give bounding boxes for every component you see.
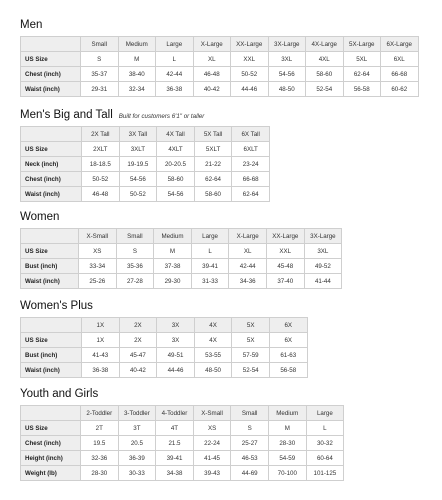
table-cell: 54-56 (268, 67, 306, 82)
table-cell: M (118, 52, 156, 67)
row-label: Chest (inch) (21, 436, 81, 451)
table-row (21, 451, 344, 466)
table-cell: S (81, 52, 119, 67)
table-cell: XS (193, 421, 231, 436)
table-cell: 6X (269, 333, 307, 348)
table-row (21, 436, 344, 451)
table-cell: XXL (266, 244, 304, 259)
table-cell: 25-27 (231, 436, 269, 451)
table-cell: 23-24 (232, 157, 270, 172)
table-cell: 37-38 (154, 259, 192, 274)
table-cell: XXL (231, 52, 269, 67)
table-cell: 36-38 (156, 82, 194, 97)
column-header: 5X Tall (194, 127, 232, 142)
table-cell: 66-68 (381, 67, 419, 82)
table-cell: 3X (157, 333, 195, 348)
table-cell: 2XLT (82, 142, 120, 157)
table-cell: 46-48 (82, 187, 120, 202)
table-row (21, 348, 308, 363)
table-cell: 32-34 (118, 82, 156, 97)
column-header: 3X-Large (304, 229, 342, 244)
column-header: X-Large (193, 37, 231, 52)
column-header: 5X-Large (343, 37, 381, 52)
column-header: 6X Tall (232, 127, 270, 142)
table-row (21, 259, 342, 274)
section-title-text: Women's Plus (20, 300, 93, 312)
table-cell: 21.5 (156, 436, 194, 451)
table-cell: 39-41 (191, 259, 229, 274)
table-cell: 54-56 (119, 172, 157, 187)
table-cell: L (191, 244, 229, 259)
table-row (21, 157, 270, 172)
section-note: Built for customers 6'1" or taller (118, 113, 205, 120)
table-cell: 6XLT (232, 142, 270, 157)
row-label: Bust (inch) (21, 259, 79, 274)
table-cell: 48-50 (194, 363, 232, 378)
column-header: 3X-Large (268, 37, 306, 52)
row-label: US Size (21, 142, 82, 157)
column-header: 2X Tall (82, 127, 120, 142)
header-corner-cell (21, 318, 82, 333)
table-cell: 37-40 (266, 274, 304, 289)
table-row (21, 244, 342, 259)
table-cell: 57-59 (232, 348, 270, 363)
header-corner-cell (21, 229, 79, 244)
section-title (20, 18, 419, 33)
table-cell: 41-43 (82, 348, 120, 363)
table-cell: 44-46 (231, 82, 269, 97)
row-label: US Size (21, 333, 82, 348)
table-cell: 35-36 (116, 259, 154, 274)
column-header: Large (306, 406, 344, 421)
youth-and-girls-section (20, 387, 344, 481)
row-label: Weight (lb) (21, 466, 81, 481)
table-row (21, 142, 270, 157)
table-row (21, 421, 344, 436)
table-cell: 41-45 (193, 451, 231, 466)
table-cell: 4X (194, 333, 232, 348)
table-row (21, 187, 270, 202)
table-cell: 50-52 (231, 67, 269, 82)
table-cell: 56-58 (269, 363, 307, 378)
table-cell: 5X (232, 333, 270, 348)
row-label: Waist (inch) (21, 274, 79, 289)
table-cell: XS (79, 244, 117, 259)
table-cell: 45-48 (266, 259, 304, 274)
table-cell: 20-20.5 (157, 157, 195, 172)
column-header: 2X (119, 318, 157, 333)
table-cell: 28-30 (81, 466, 119, 481)
column-header: 4X-Large (306, 37, 344, 52)
header-corner-cell (21, 127, 82, 142)
column-header: Large (191, 229, 229, 244)
table-cell: 21-22 (194, 157, 232, 172)
table-row (21, 82, 419, 97)
table-cell: 39-41 (156, 451, 194, 466)
table-cell: 4T (156, 421, 194, 436)
table-cell: 66-68 (232, 172, 270, 187)
table-cell: 45-47 (119, 348, 157, 363)
column-header: X-Small (193, 406, 231, 421)
table-row (21, 333, 308, 348)
table-cell: 35-37 (81, 67, 119, 82)
row-label: Chest (inch) (21, 67, 81, 82)
row-label: Waist (inch) (21, 363, 82, 378)
table-cell: 5XL (343, 52, 381, 67)
table-cell: 46-48 (193, 67, 231, 82)
column-header: 4X Tall (157, 127, 195, 142)
table-cell: 36-39 (118, 451, 156, 466)
section-title-text: Men (20, 19, 43, 31)
row-label: US Size (21, 52, 81, 67)
column-header: 5X (232, 318, 270, 333)
column-header: XX-Large (266, 229, 304, 244)
header-row (21, 406, 344, 421)
row-label: US Size (21, 421, 81, 436)
table-cell: 34-38 (156, 466, 194, 481)
column-header: Small (231, 406, 269, 421)
table-cell: 46-53 (231, 451, 269, 466)
size-table (20, 126, 270, 202)
table-cell: 25-26 (79, 274, 117, 289)
section-title (20, 387, 344, 402)
table-cell: 18-18.5 (82, 157, 120, 172)
table-cell: L (306, 421, 344, 436)
table-cell: XL (229, 244, 267, 259)
table-cell: 29-30 (154, 274, 192, 289)
column-header: Small (81, 37, 119, 52)
table-cell: 29-31 (81, 82, 119, 97)
table-cell: 40-42 (119, 363, 157, 378)
table-cell: XL (193, 52, 231, 67)
table-cell: 53-55 (194, 348, 232, 363)
table-cell: 31-33 (191, 274, 229, 289)
table-cell: 3T (118, 421, 156, 436)
section-title-text: Men's Big and Tall (20, 109, 113, 121)
table-cell: 44-69 (231, 466, 269, 481)
table-cell: 33-34 (79, 259, 117, 274)
size-table (20, 228, 342, 289)
table-cell: 42-44 (229, 259, 267, 274)
table-cell: 58-60 (306, 67, 344, 82)
column-header: Medium (118, 37, 156, 52)
table-cell: 2T (81, 421, 119, 436)
size-table (20, 36, 419, 97)
size-table (20, 405, 344, 481)
column-header: Large (156, 37, 194, 52)
table-cell: 40-42 (193, 82, 231, 97)
column-header: 3X (157, 318, 195, 333)
table-cell: 6XL (381, 52, 419, 67)
size-table (20, 317, 308, 378)
header-row (21, 229, 342, 244)
table-cell: 50-52 (119, 187, 157, 202)
table-cell: 2X (119, 333, 157, 348)
table-cell: 58-60 (157, 172, 195, 187)
table-cell: 28-30 (268, 436, 306, 451)
column-header: Medium (154, 229, 192, 244)
section-title (20, 299, 308, 314)
table-cell: 3XL (304, 244, 342, 259)
table-cell: 101-125 (306, 466, 344, 481)
column-header: X-Small (79, 229, 117, 244)
column-header: 3X Tall (119, 127, 157, 142)
section-title (20, 108, 270, 123)
column-header: XX-Large (231, 37, 269, 52)
table-cell: 54-59 (268, 451, 306, 466)
row-label: Bust (inch) (21, 348, 82, 363)
section-title-text: Youth and Girls (20, 388, 99, 400)
column-header: 6X-Large (381, 37, 419, 52)
table-cell: 4XLT (157, 142, 195, 157)
table-cell: 70-100 (268, 466, 306, 481)
men-section (20, 18, 419, 97)
table-cell: 48-50 (268, 82, 306, 97)
table-row (21, 466, 344, 481)
column-header: X-Large (229, 229, 267, 244)
table-cell: 20.5 (118, 436, 156, 451)
table-cell: 62-64 (343, 67, 381, 82)
column-header: 6X (269, 318, 307, 333)
table-row (21, 52, 419, 67)
column-header: Medium (268, 406, 306, 421)
table-cell: 61-63 (269, 348, 307, 363)
table-cell: 34-36 (229, 274, 267, 289)
table-cell: 3XLT (119, 142, 157, 157)
table-cell: 60-62 (381, 82, 419, 97)
table-cell: 49-51 (157, 348, 195, 363)
table-cell: 27-28 (116, 274, 154, 289)
header-corner-cell (21, 37, 81, 52)
header-corner-cell (21, 406, 81, 421)
mens-big-and-tall-section (20, 108, 270, 202)
table-cell: 30-33 (118, 466, 156, 481)
table-cell: 54-56 (157, 187, 195, 202)
section-title-text: Women (20, 211, 60, 223)
column-header: 4-Toddler (156, 406, 194, 421)
table-cell: S (116, 244, 154, 259)
table-cell: 32-36 (81, 451, 119, 466)
womens-plus-section (20, 299, 308, 378)
table-cell: 52-54 (306, 82, 344, 97)
table-cell: 5XLT (194, 142, 232, 157)
table-cell: 58-60 (194, 187, 232, 202)
column-header: 3-Toddler (118, 406, 156, 421)
row-label: US Size (21, 244, 79, 259)
table-cell: 36-38 (82, 363, 120, 378)
table-cell: M (268, 421, 306, 436)
table-cell: 41-44 (304, 274, 342, 289)
row-label: Neck (inch) (21, 157, 82, 172)
table-cell: 4XL (306, 52, 344, 67)
table-cell: 49-52 (304, 259, 342, 274)
table-cell: 56-58 (343, 82, 381, 97)
table-cell: 38-40 (118, 67, 156, 82)
header-row (21, 37, 419, 52)
column-header: 4X (194, 318, 232, 333)
table-cell: 19-19.5 (119, 157, 157, 172)
column-header: Small (116, 229, 154, 244)
table-row (21, 274, 342, 289)
table-cell: 3XL (268, 52, 306, 67)
table-cell: M (154, 244, 192, 259)
row-label: Waist (inch) (21, 187, 82, 202)
table-cell: 1X (82, 333, 120, 348)
table-cell: 50-52 (82, 172, 120, 187)
table-cell: 30-32 (306, 436, 344, 451)
table-cell: 60-64 (306, 451, 344, 466)
table-row (21, 172, 270, 187)
header-row (21, 127, 270, 142)
row-label: Waist (inch) (21, 82, 81, 97)
table-cell: 44-46 (157, 363, 195, 378)
table-cell: 62-64 (232, 187, 270, 202)
section-title (20, 210, 342, 225)
row-label: Height (inch) (21, 451, 81, 466)
row-label: Chest (inch) (21, 172, 82, 187)
table-cell: 22-24 (193, 436, 231, 451)
table-cell: S (231, 421, 269, 436)
table-cell: 52-54 (232, 363, 270, 378)
women-section (20, 210, 342, 289)
table-cell: 19.5 (81, 436, 119, 451)
table-row (21, 363, 308, 378)
table-cell: 62-64 (194, 172, 232, 187)
table-cell: 42-44 (156, 67, 194, 82)
column-header: 2-Toddler (81, 406, 119, 421)
table-cell: 39-43 (193, 466, 231, 481)
table-cell: L (156, 52, 194, 67)
header-row (21, 318, 308, 333)
table-row (21, 67, 419, 82)
column-header: 1X (82, 318, 120, 333)
